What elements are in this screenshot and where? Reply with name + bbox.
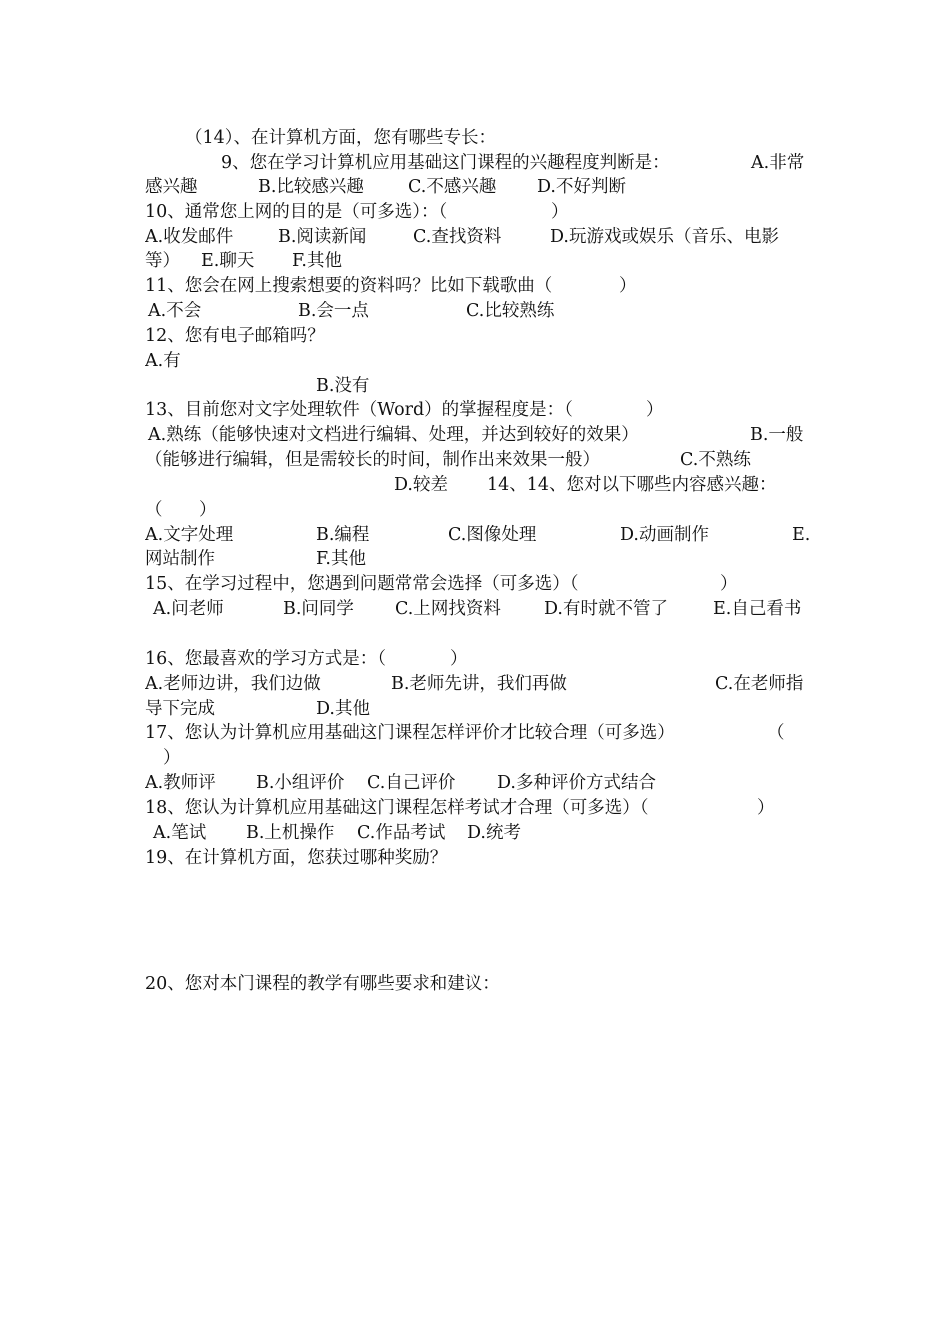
text-line	[145, 151, 810, 176]
text-line	[145, 274, 810, 299]
text-line	[145, 846, 810, 871]
text-line	[145, 349, 810, 374]
text-segment: D.有时就不管了	[544, 599, 668, 619]
text-line	[145, 498, 810, 523]
text-segment: B.上机操作	[246, 823, 335, 843]
text-segment: A.不会	[148, 301, 202, 321]
text-segment: 导下完成	[145, 699, 215, 719]
text-segment: 9、您在学习计算机应用基础这门课程的兴趣程度判断是：	[221, 153, 670, 173]
text-line	[145, 324, 810, 349]
text-segment: （14）、在计算机方面，您有哪些专长：	[185, 128, 497, 148]
text-segment: C.比较熟练	[466, 301, 555, 321]
text-line	[145, 796, 810, 821]
text-segment: A.文字处理	[145, 525, 234, 545]
text-segment: F.其他	[292, 251, 342, 271]
text-segment: B.一般	[750, 425, 804, 445]
text-segment: 17、您认为计算机应用基础这门课程怎样评价才比较合理（可多选）	[145, 723, 675, 743]
text-line	[145, 721, 810, 746]
text-line	[145, 448, 810, 473]
text-segment: E.自己看书	[713, 599, 802, 619]
text-segment: A.笔试	[153, 823, 207, 843]
text-segment: ）	[450, 649, 468, 669]
text-segment: D.统考	[467, 823, 521, 843]
text-line	[145, 672, 810, 697]
text-segment: D.不好判断	[537, 177, 626, 197]
text-segment: 12、您有电子邮箱吗？	[145, 326, 325, 346]
text-line	[145, 547, 810, 572]
text-segment: ）	[757, 798, 775, 818]
text-segment: C.作品考试	[357, 823, 446, 843]
text-line	[145, 200, 810, 225]
text-segment: 网站制作	[145, 549, 215, 569]
text-segment: C.在老师指	[715, 674, 804, 694]
text-segment: B.阅读新闻	[278, 227, 367, 247]
text-segment: C.不感兴趣	[408, 177, 497, 197]
text-line	[145, 771, 810, 796]
text-segment: A.熟练（能够快速对文档进行编辑、处理，并达到较好的效果）	[148, 425, 639, 445]
text-segment: C.上网找资料	[395, 599, 501, 619]
text-segment: C.查找资料	[413, 227, 502, 247]
text-line	[145, 423, 810, 448]
text-segment: B.问同学	[283, 599, 354, 619]
text-segment: 10、通常您上网的目的是（可多选）：（	[145, 202, 448, 222]
text-segment: B.编程	[316, 525, 370, 545]
text-segment: ）	[720, 574, 738, 594]
text-line	[145, 374, 810, 399]
text-segment: 11、您会在网上搜索想要的资料吗？比如下载歌曲（	[145, 276, 553, 296]
text-line	[145, 572, 810, 597]
text-line	[145, 398, 810, 423]
text-line	[145, 225, 810, 250]
text-segment: D.较差	[394, 475, 448, 495]
text-segment: B.比较感兴趣	[258, 177, 364, 197]
text-segment: （	[145, 500, 163, 520]
text-segment: D.动画制作	[620, 525, 709, 545]
text-line	[145, 126, 810, 151]
text-segment: C.图像处理	[448, 525, 537, 545]
text-segment: C.不熟练	[680, 450, 751, 470]
text-segment: 15、在学习过程中，您遇到问题常常会选择（可多选）（	[145, 574, 579, 594]
text-segment: （	[767, 723, 785, 743]
text-segment: B.小组评价	[256, 773, 345, 793]
text-line	[145, 647, 810, 672]
text-segment: D.多种评价方式结合	[497, 773, 656, 793]
text-segment: B.会一点	[298, 301, 369, 321]
text-segment: 19、在计算机方面，您获过哪种奖励？	[145, 848, 448, 868]
text-segment: A.问老师	[153, 599, 224, 619]
text-segment: 等）	[145, 251, 180, 271]
text-segment: ）	[619, 276, 637, 296]
text-line	[145, 597, 810, 622]
text-line	[145, 697, 810, 722]
text-segment: ）	[551, 202, 569, 222]
text-segment: F.其他	[316, 549, 366, 569]
text-line	[145, 175, 810, 200]
text-segment: A.收发邮件	[145, 227, 234, 247]
text-line	[145, 473, 810, 498]
text-segment: B.没有	[316, 376, 370, 396]
text-segment: 感兴趣	[145, 177, 198, 197]
text-segment: D.其他	[316, 699, 370, 719]
text-segment: 13、目前您对文字处理软件（Word）的掌握程度是：（	[145, 400, 573, 420]
text-segment: A.非常	[751, 153, 805, 173]
text-segment: A.老师边讲，我们边做	[145, 674, 321, 694]
text-line	[145, 249, 810, 274]
text-segment: A.教师评	[145, 773, 216, 793]
text-segment: 18、您认为计算机应用基础这门课程怎样考试才合理（可多选）（	[145, 798, 649, 818]
text-line	[145, 523, 810, 548]
text-segment: D.玩游戏或娱乐（音乐、电影	[550, 227, 779, 247]
text-segment: ）	[163, 748, 181, 768]
text-segment: A.有	[145, 351, 181, 371]
text-segment: C.自己评价	[367, 773, 456, 793]
text-line	[145, 746, 810, 771]
text-line	[145, 299, 810, 324]
text-segment: 20、您对本门课程的教学有哪些要求和建议：	[145, 974, 500, 994]
text-segment: （能够进行编辑，但是需较长的时间，制作出来效果一般）	[145, 450, 600, 470]
text-line	[145, 972, 810, 997]
text-segment: E.	[792, 525, 810, 545]
text-segment: E.聊天	[201, 251, 255, 271]
text-segment: 14、14、您对以下哪些内容感兴趣：	[487, 475, 777, 495]
text-segment: B.老师先讲，我们再做	[391, 674, 567, 694]
text-segment: ）	[199, 500, 217, 520]
text-segment: 16、您最喜欢的学习方式是：（	[145, 649, 387, 669]
text-line	[145, 821, 810, 846]
text-segment: ）	[646, 400, 664, 420]
